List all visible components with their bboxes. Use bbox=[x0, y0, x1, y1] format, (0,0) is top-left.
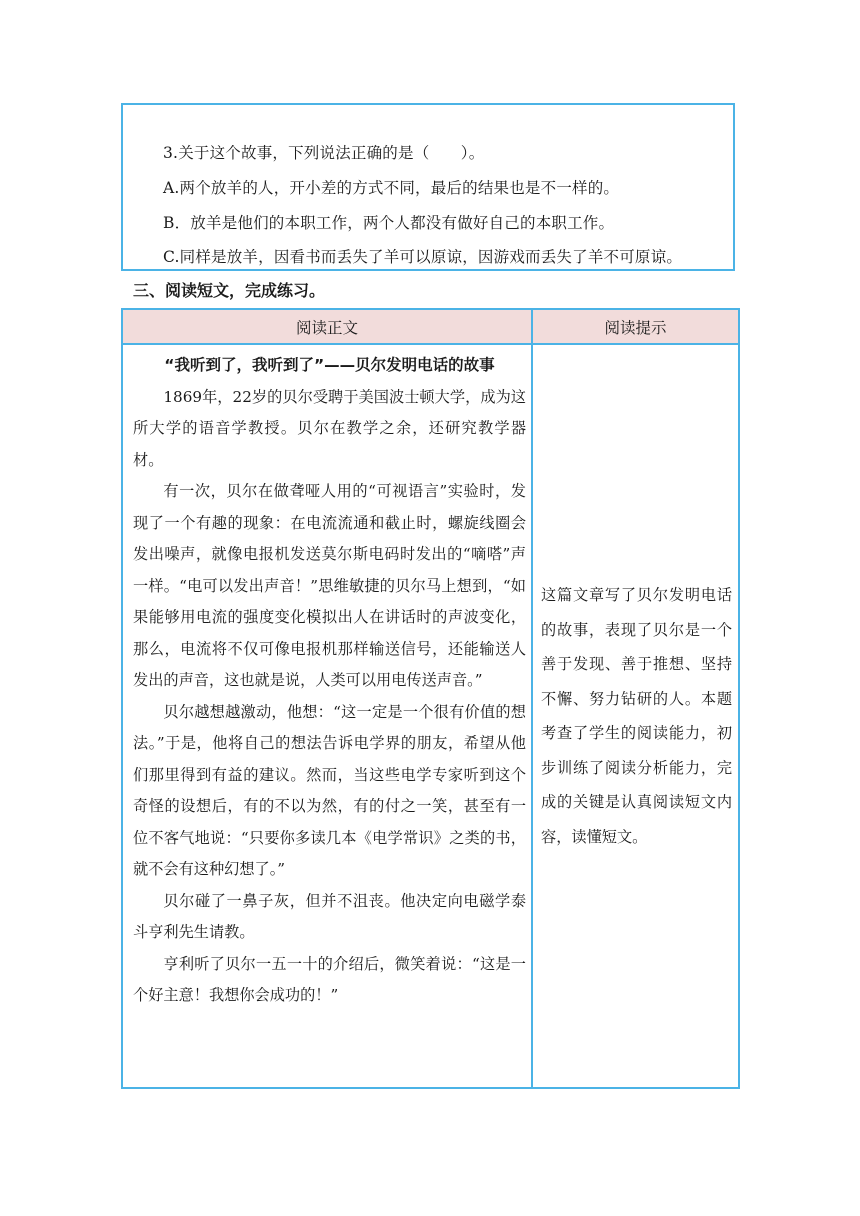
question-box bbox=[121, 103, 735, 271]
option-b: B．放羊是他们的本职工作，两个人都没有做好自己的本职工作。 bbox=[163, 214, 615, 232]
article-title: “我听到了，我听到了”——贝尔发明电话的故事 bbox=[164, 356, 495, 374]
reading-table bbox=[121, 308, 740, 1089]
table-content-row bbox=[122, 344, 739, 1088]
article bbox=[123, 345, 531, 1012]
header-reading-text: 阅读正文 bbox=[122, 309, 532, 344]
article-paragraph-5: 亨利听了贝尔一五一十的介绍后，微笑着说：“这是一个好主意！我想你会成功的！” bbox=[133, 954, 526, 1004]
reading-text-cell bbox=[122, 344, 532, 1088]
article-paragraph-2: 有一次，贝尔在做聋哑人用的“可视语言”实验时，发现了一个有趣的现象：在电流流通和截止时，螺旋线圈会发出噪声，就像电报机发送莫尔斯电码时发出的“嘀嗒”声一样。“电可以发出声音！”思维敏捷的贝尔马上想到，“如果能够用电流的强度变化模拟出人在讲话时的声波变化，那么，电流将不仅可像电报机那样输送信号，还能输送人发出的声音，这也就是说，人类可以用电传送声音。” bbox=[133, 482, 526, 689]
section-title: 三、阅读短文，完成练习。 bbox=[133, 281, 326, 300]
article-paragraph-4: 贝尔碰了一鼻子灰，但并不沮丧。他决定向电磁学泰斗亨利先生请教。 bbox=[133, 891, 526, 941]
article-paragraph-3: 贝尔越想越激动，他想：“这一定是一个很有价值的想法。”于是，他将自己的想法告诉电学界的朋友，希望从他们那里得到有益的建议。然而，当这些电学专家听到这个奇怪的设想后，有的不以为然，有的付之一笑，甚至有一位不客气地说：“只要你多读几本《电学常识》之类的书，就不会有这种幻想了。” bbox=[133, 702, 526, 878]
header-reading-tip: 阅读提示 bbox=[532, 309, 739, 344]
option-c: C.同样是放羊，因看书而丢失了羊可以原谅，因游戏而丢失了羊不可原谅。 bbox=[163, 248, 683, 266]
table-header-row bbox=[122, 309, 739, 344]
reading-tip-cell bbox=[532, 344, 739, 1088]
article-paragraph-1: 1869年，22岁的贝尔受聘于美国波士顿大学，成为这所大学的语音学教授。贝尔在教学之余，还研究教学器材。 bbox=[133, 387, 526, 469]
reading-tip-text: 这篇文章写了贝尔发明电话的故事，表现了贝尔是一个善于发现、善于推想、坚持不懈、努力钻研的人。本题考查了学生的阅读能力，初步训练了阅读分析能力，完成的关键是认真阅读短文内容，读懂短文。 bbox=[541, 586, 732, 846]
option-a: A.两个放羊的人，开小差的方式不同，最后的结果也是不一样的。 bbox=[163, 179, 620, 197]
question-3: 3.关于这个故事，下列说法正确的是（ ）。 bbox=[163, 144, 485, 162]
